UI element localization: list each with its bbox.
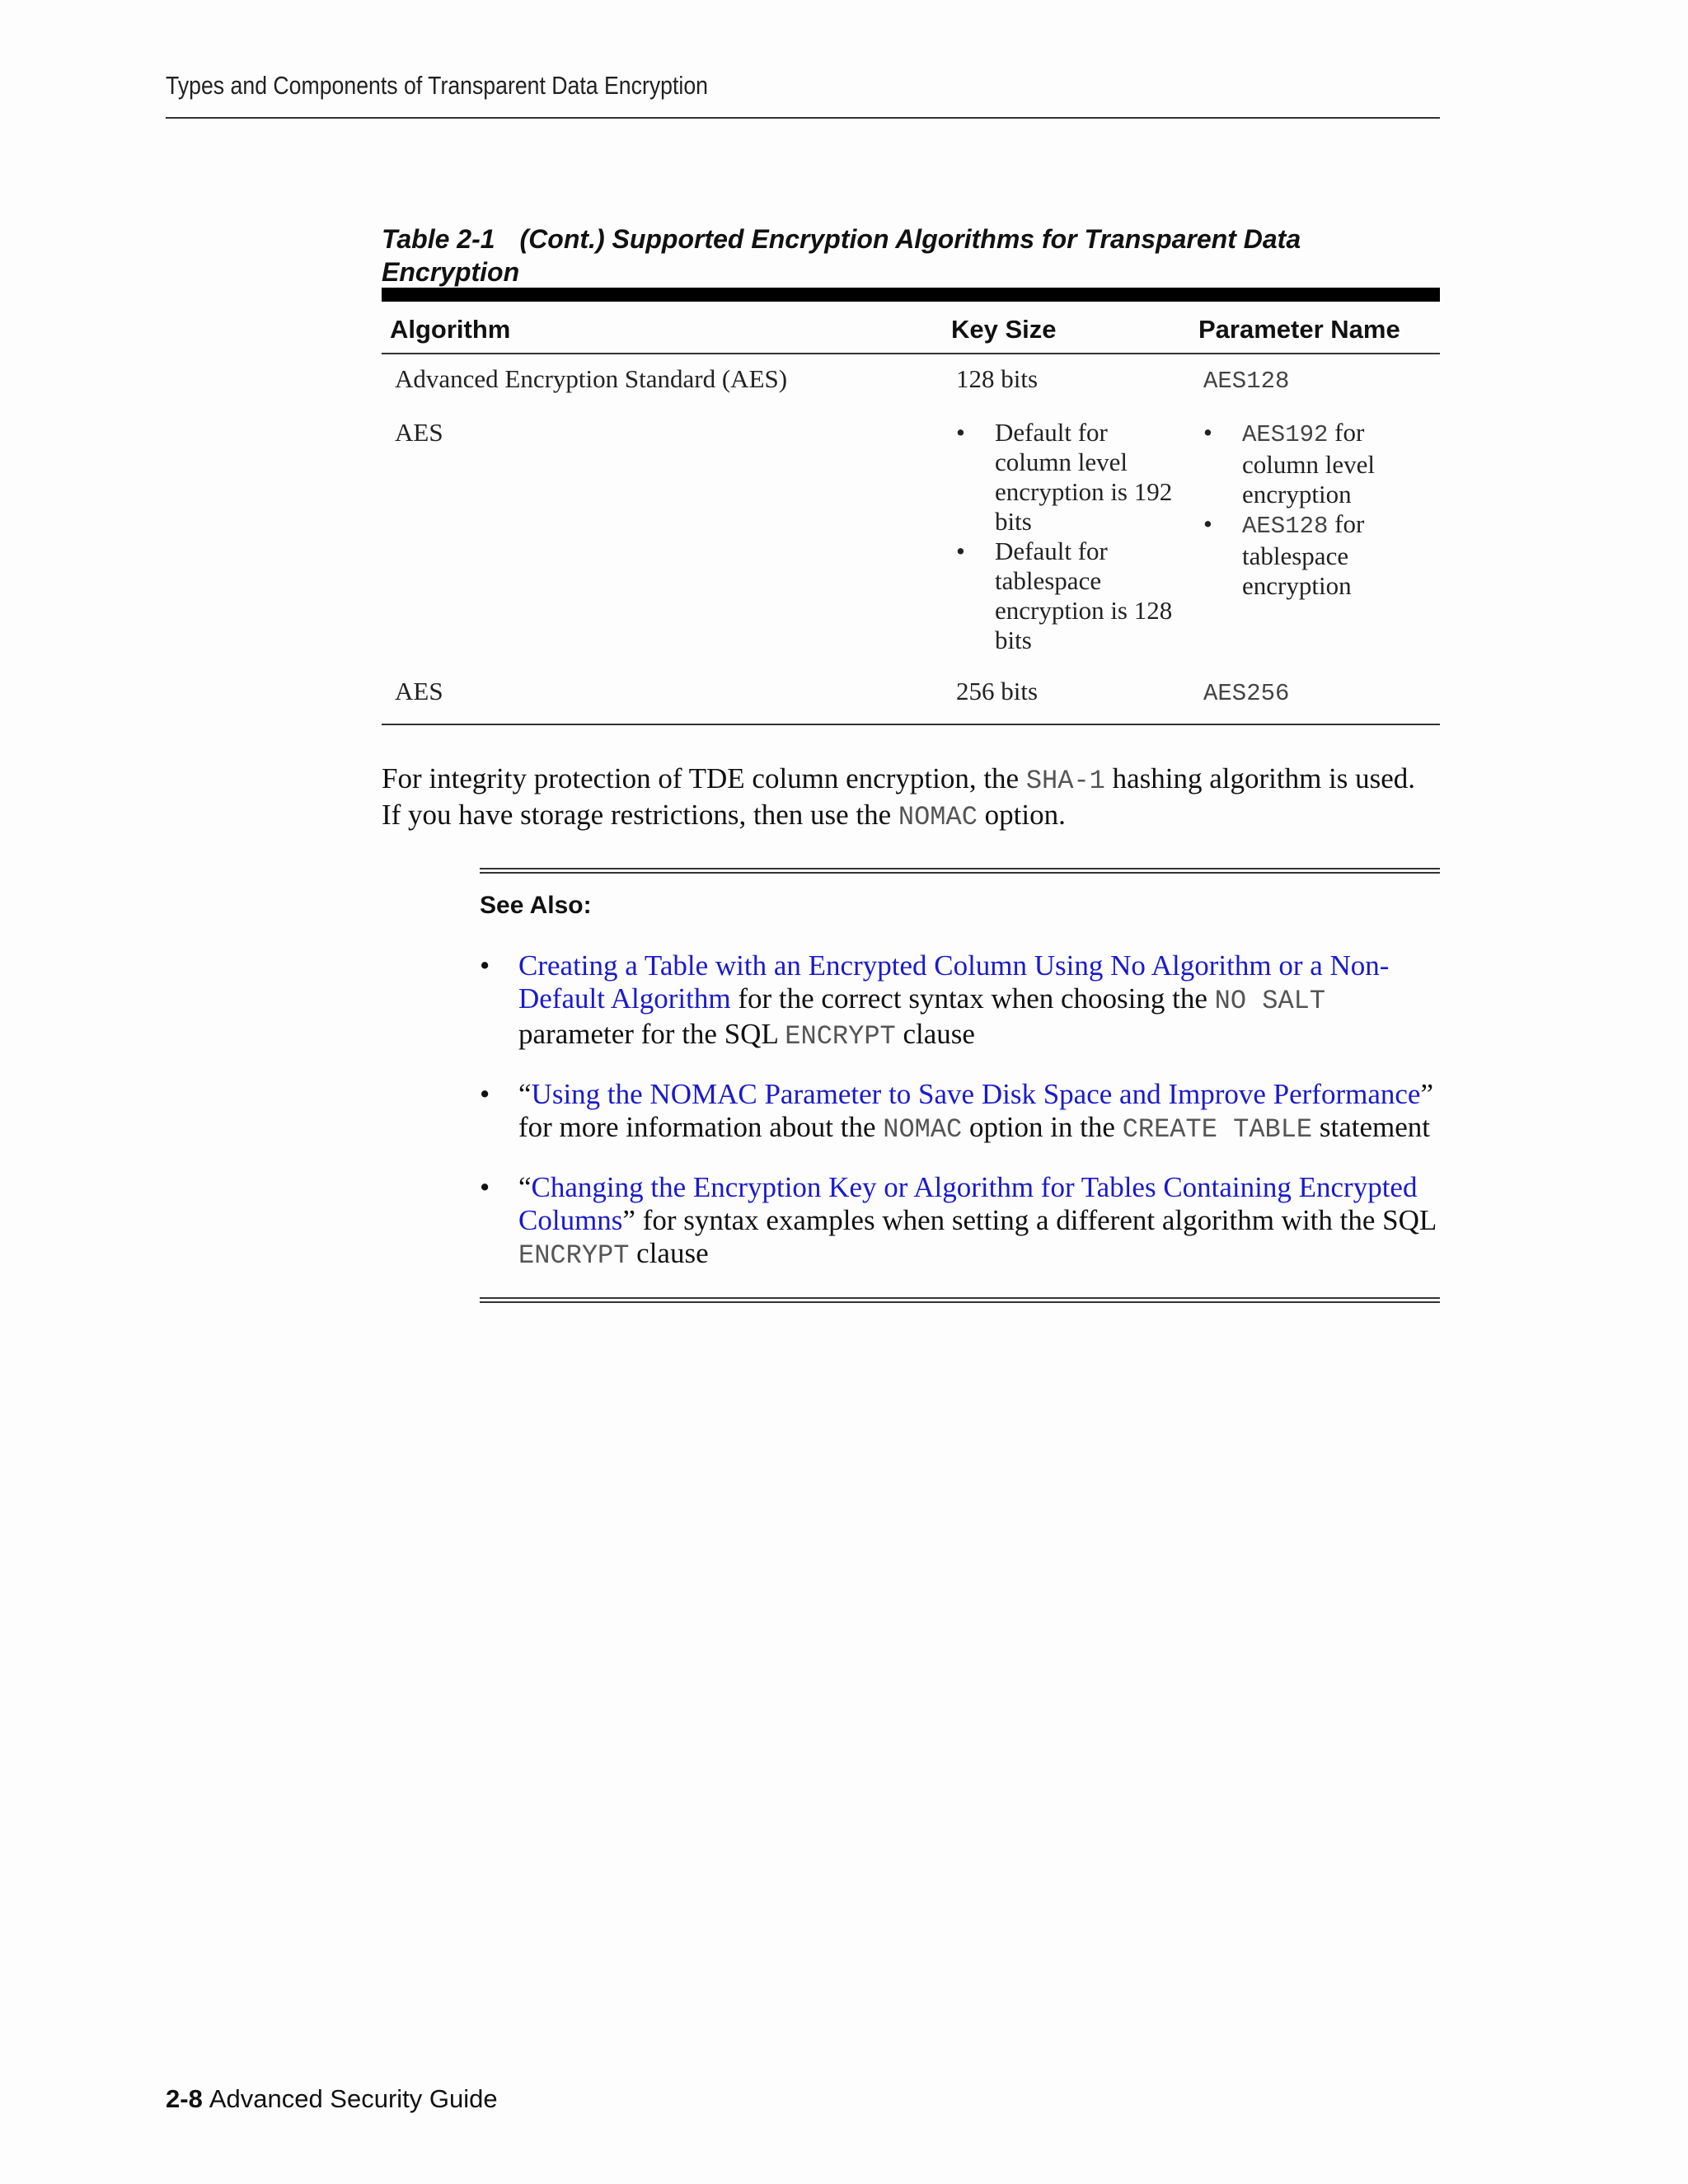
page-footer [166,2084,498,2114]
item-code: NOMAC [883,1114,963,1145]
algorithm-cell: AES [382,667,943,724]
item-code: CREATE TABLE [1122,1114,1313,1145]
table-caption-number: Table 2-1 [382,224,495,254]
running-header: Types and Components of Transparent Data Encryption [166,71,708,100]
nomac-code: NOMAC [898,802,978,832]
paragraph-text: For integrity protection of TDE column encryption, the [382,762,1026,794]
see-also-link-nomac[interactable]: Using the NOMAC Parameter to Save Disk Space and Improve Performance [531,1078,1421,1110]
see-also-link-changing-key[interactable]: Changing the Encryption Key or Algorithm for Tables Containing Encrypted Columns [518,1171,1418,1236]
paragraph-text: hashing algorithm is used. If you have storage restrictions, then use the [382,762,1416,831]
parameter-cell [1190,354,1440,408]
key-size-cell [943,408,1190,667]
column-header-algorithm: Algorithm [382,307,943,354]
page-number: 2-8 [166,2084,203,2113]
table-row [382,408,1440,667]
see-also-item [480,1078,1440,1146]
item-code: ENCRYPT [785,1021,896,1052]
parameter-item [1203,509,1427,601]
item-text: ” for syntax examples when setting a different algorithm with the SQL [622,1204,1436,1236]
item-text: statement [1312,1111,1430,1143]
see-also-list [480,949,1440,1272]
paragraph-text: option. [977,799,1066,831]
algorithm-cell: AES [395,418,443,447]
see-also-title: See Also: [480,892,592,919]
algorithm-cell: Advanced Encryption Standard (AES) [395,364,788,393]
parameter-code: AES192 [1242,421,1329,448]
key-size-cell: 256 bits [943,667,1190,724]
parameter-item [1203,418,1427,509]
table-caption-text: (Cont.) Supported Encryption Algorithms for Transparent Data Encryption [382,224,1301,287]
see-also-box [480,868,1440,1303]
parameter-cell [1190,667,1440,724]
key-size-item: • Default for tablespace encryption is 128 bits [956,537,1177,655]
encryption-algorithms-table [382,307,1440,725]
parameter-cell [1190,408,1440,667]
parameter-code: AES256 [1203,680,1290,707]
quote-mark: “ [518,1171,532,1203]
table-header-row [382,307,1440,354]
quote-mark: “ [518,1078,532,1110]
see-also-top-rule [480,868,1440,874]
header-rule [166,117,1440,119]
key-size-cell: 128 bits [956,364,1039,393]
item-text: clause [629,1237,709,1269]
key-size-item: • Default for column level encryption is 192 bits [956,418,1177,537]
table-row [382,354,1440,408]
key-size-list [956,418,1177,655]
table-caption [382,223,1440,288]
item-text: clause [895,1018,975,1050]
column-header-parameter-name: Parameter Name [1190,307,1440,354]
parameter-description: for tablespace encryption [1242,509,1365,600]
integrity-paragraph [382,762,1440,834]
see-also-item [480,949,1440,1053]
see-also-item [480,1171,1440,1272]
item-code: ENCRYPT [518,1240,630,1271]
see-also-bottom-rule [480,1297,1440,1303]
item-text: parameter for the SQL [518,1018,785,1050]
table-top-bar [382,288,1440,302]
item-text: ” for more information about the [518,1078,1433,1143]
item-text: for the correct syntax when choosing the [730,982,1215,1015]
parameter-list [1203,418,1427,601]
parameter-code: AES128 [1242,513,1329,540]
item-text: option in the [962,1111,1123,1143]
book-title: Advanced Security Guide [209,2084,498,2113]
table-row [382,667,1440,724]
parameter-code: AES128 [1203,368,1290,395]
item-code: NO SALT [1214,986,1326,1016]
see-also-link-encrypted-column[interactable]: Creating a Table with an Encrypted Column Using No Algorithm or a Non-Default Algorithm [518,949,1390,1015]
column-header-key-size: Key Size [943,307,1190,354]
sha1-code: SHA-1 [1025,766,1105,796]
parameter-description: for column level encryption [1242,418,1375,509]
